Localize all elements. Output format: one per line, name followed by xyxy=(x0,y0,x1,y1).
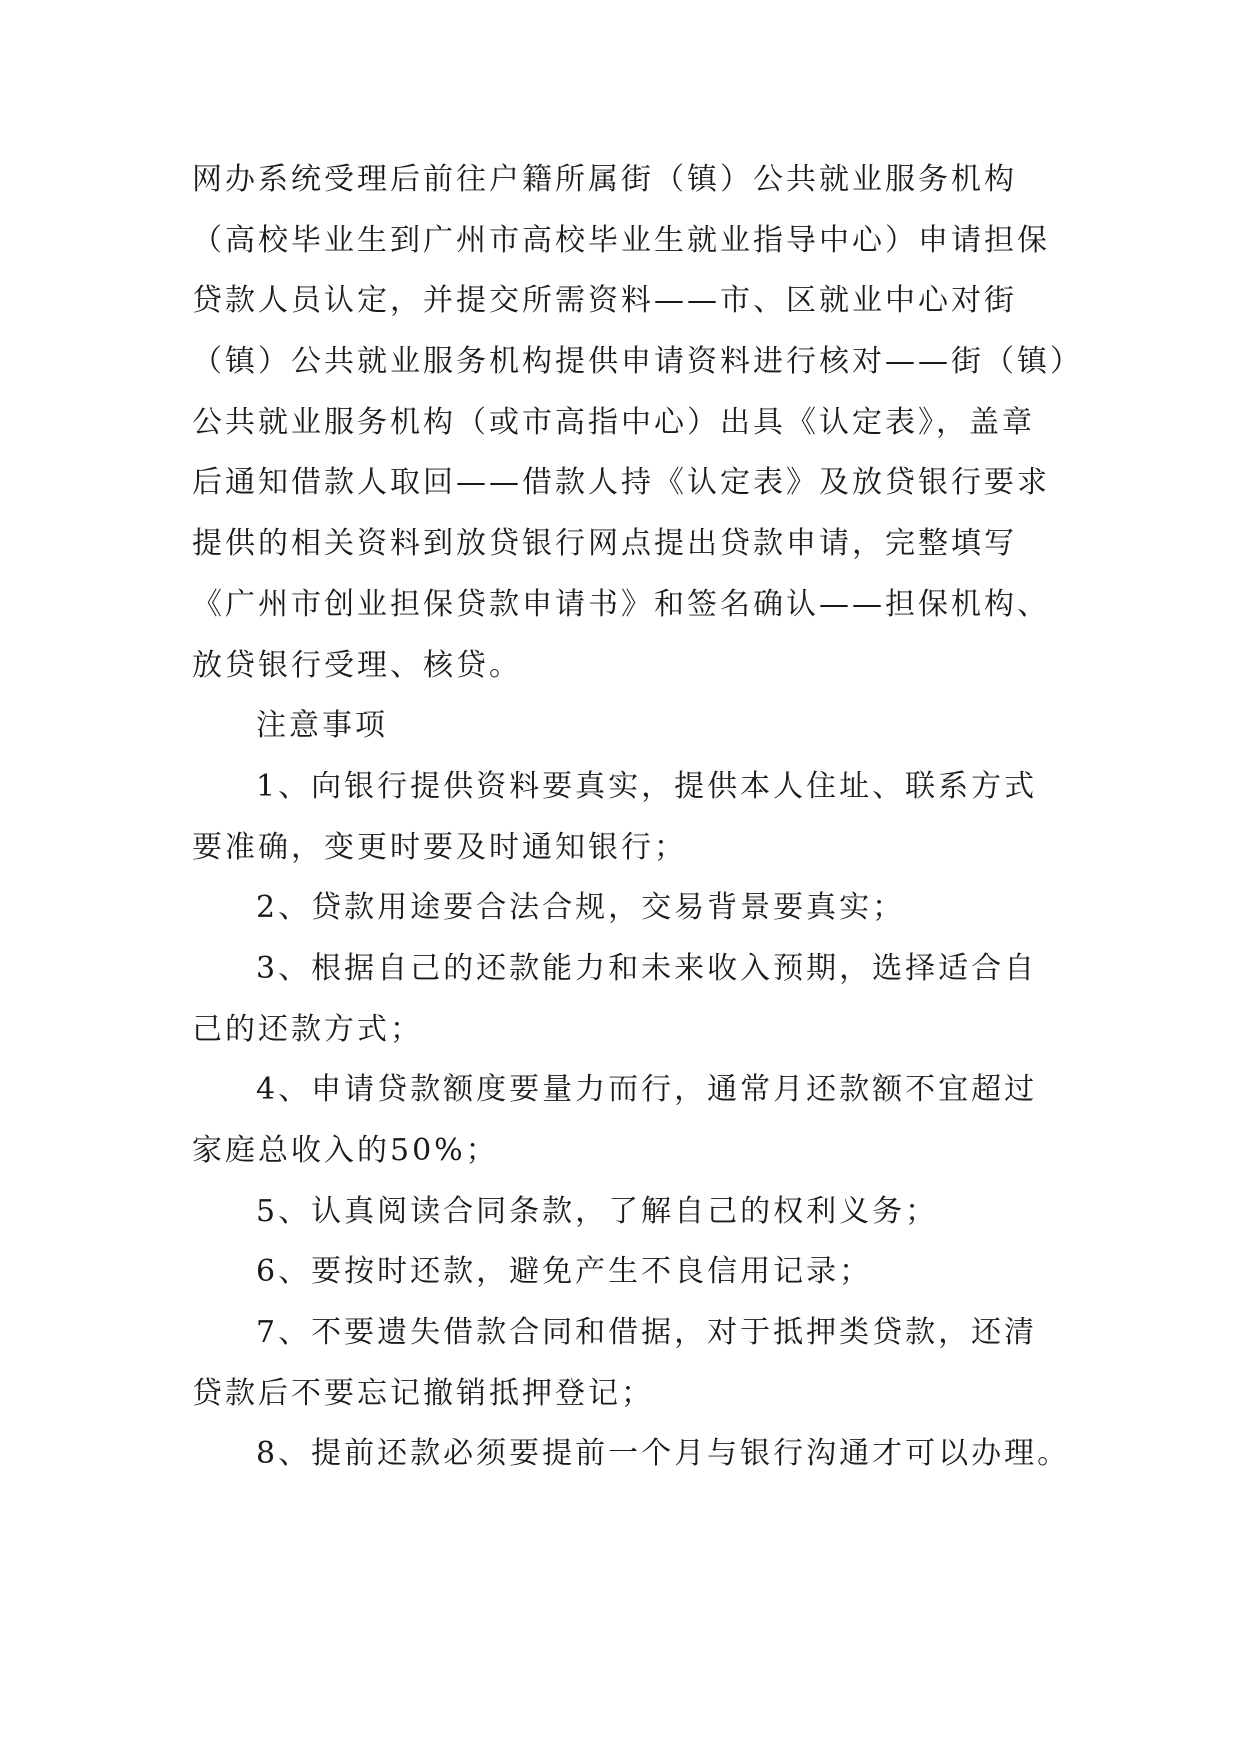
list-item: 1、向银行提供资料要真实，提供本人住址、联系方式 xyxy=(256,768,1038,804)
text-line: 网办系统受理后前往户籍所属街（镇）公共就业服务机构 xyxy=(192,162,1017,197)
list-item: 4、申请贷款额度要量力而行，通常月还款额不宜超过 xyxy=(256,1072,1038,1108)
list-item-continuation: 己的还款方式； xyxy=(192,1011,423,1047)
text-line: 公共就业服务机构（或市高指中心）出具《认定表》，盖章 xyxy=(192,404,1035,440)
list-item: 8、提前还款必须要提前一个月与银行沟通才可以办理。 xyxy=(256,1436,1071,1472)
text-line: （镇）公共就业服务机构提供申请资料进行核对——街（镇） xyxy=(192,344,1083,380)
text-line: 后通知借款人取回——借款人持《认定表》及放贷银行要求 xyxy=(192,465,1050,501)
list-item: 5、认真阅读合同条款，了解自己的权利义务； xyxy=(256,1193,939,1229)
text-line: 贷款人员认定，并提交所需资料——市、区就业中心对街 xyxy=(192,283,1017,319)
text-line: 提供的相关资料到放贷银行网点提出贷款申请，完整填写 xyxy=(192,526,1017,562)
list-item: 6、要按时还款，避免产生不良信用记录； xyxy=(256,1254,873,1290)
body-text xyxy=(192,160,1083,1495)
text-line: 《广州市创业担保贷款申请书》和签名确认——担保机构、 xyxy=(192,586,1050,622)
text-line: （高校毕业生到广州市高校毕业生就业指导中心）申请担保 xyxy=(192,222,1050,258)
list-item-continuation: 要准确，变更时要及时通知银行； xyxy=(192,829,687,865)
list-item: 7、不要遗失借款合同和借据，对于抵押类贷款，还清 xyxy=(256,1315,1038,1351)
text-line: 放贷银行受理、核贷。 xyxy=(192,647,522,683)
section-heading: 注意事项 xyxy=(256,708,388,744)
list-item-continuation: 家庭总收入的50%； xyxy=(192,1133,499,1168)
list-item: 3、根据自己的还款能力和未来收入预期，选择适合自 xyxy=(256,950,1038,986)
list-item-continuation: 贷款后不要忘记撤销抵押登记； xyxy=(192,1375,654,1411)
list-item: 2、贷款用途要合法合规，交易背景要真实； xyxy=(256,890,906,926)
